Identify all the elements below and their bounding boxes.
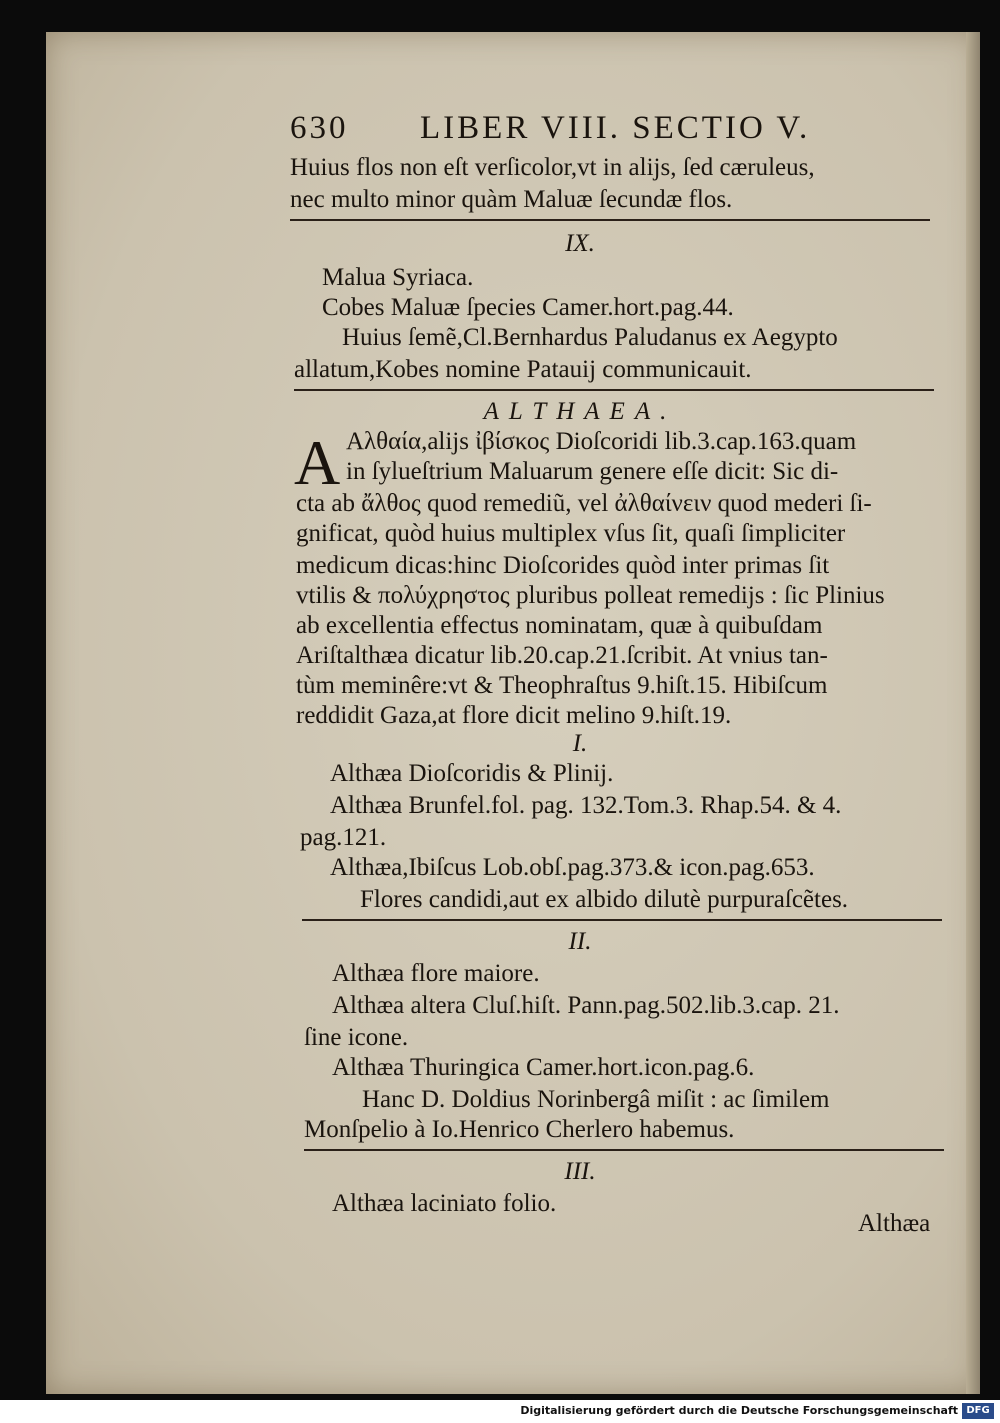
text-line: Αλθαία,alijs ἰβίσκος Dioſcoridi lib.3.cap.163.quam	[346, 428, 857, 455]
section-numeral: IX.	[565, 230, 595, 257]
catchword: Althæa	[858, 1210, 931, 1237]
drop-cap: A	[294, 427, 341, 498]
text-line: in ſylueſtrium Maluarum genere eſſe dicit: Sic di-	[346, 458, 839, 485]
text-line: Althæa altera Cluſ.hiſt. Pann.pag.502.lib.3.cap. 21.	[332, 992, 840, 1019]
text-line: nec multo minor quàm Maluæ ſecundæ flos.	[290, 186, 733, 213]
dfg-logo: DFG	[962, 1403, 994, 1419]
section-heading: ALTHAEA.	[483, 398, 677, 425]
page-number: 630	[290, 110, 349, 146]
digitization-footer	[0, 1400, 1000, 1423]
text-line: Monſpelio à Io.Henrico Cherlero habemus.	[304, 1116, 735, 1143]
text-line: allatum,Kobes nomine Patauij communicauit.	[294, 356, 752, 383]
section-rule	[294, 389, 934, 391]
section-numeral: III.	[564, 1158, 596, 1185]
text-line: vtilis & πολύχρηστος pluribus polleat remedijs : ſic Plinius	[296, 582, 885, 609]
text-line: Ariſtalthæa dicatur lib.20.cap.21.ſcribit. At vnius tan-	[296, 642, 828, 669]
text-line: cta ab ἄλθος quod remediũ, vel ἀλθαίνειν quod mederi ſi-	[296, 490, 872, 517]
text-line: Flores candidi,aut ex albido dilutè purpuraſcẽtes.	[360, 886, 849, 913]
text-line: reddidit Gaza,at flore dicit melino 9.hiſt.19.	[296, 702, 732, 729]
text-line: ſine icone.	[304, 1024, 409, 1051]
text-line: Hanc D. Doldius Norinbergâ miſit : ac ſimilem	[362, 1086, 830, 1113]
text-line: Huius ſemẽ,Cl.Bernhardus Paludanus ex Aegypto	[342, 324, 838, 351]
text-line: Cobes Maluæ ſpecies Camer.hort.pag.44.	[322, 294, 734, 321]
page-edge	[966, 32, 980, 1394]
text-line: Althæa Thuringica Camer.hort.icon.pag.6.	[332, 1054, 755, 1081]
section-numeral: II.	[568, 928, 592, 955]
text-line: pag.121.	[300, 824, 387, 851]
text-line: Althæa Brunfel.fol. pag. 132.Tom.3. Rhap.54. & 4.	[330, 792, 842, 819]
section-numeral: I.	[572, 730, 588, 757]
text-line: tùm meminêre:vt & Theophraſtus 9.hiſt.15. Hibiſcum	[296, 672, 828, 699]
text-line: Huius flos non eſt verſicolor,vt in alijs, ſed cæruleus,	[290, 154, 815, 181]
running-head: LIBER VIII. SECTIO V.	[420, 110, 811, 146]
text-line: ab excellentia effectus nominatam, quæ à quibuſdam	[296, 612, 823, 639]
section-rule	[304, 1149, 944, 1151]
text-line: Althæa,Ibiſcus Lob.obſ.pag.373.& icon.pag.653.	[330, 854, 815, 881]
section-rule	[302, 919, 942, 921]
text-line: Althæa laciniato folio.	[332, 1190, 557, 1217]
text-line: Malua Syriaca.	[322, 264, 474, 291]
text-line: gnificat, quòd huius multiplex vſus ſit, quaſi ſimpliciter	[296, 520, 846, 547]
text-line: medicum dicas:hinc Dioſcorides quòd inter primas ſit	[296, 552, 830, 579]
funding-note: Digitalisierung gefördert durch die Deutsche Forschungsgemeinschaft	[520, 1404, 958, 1417]
text-line: Althæa Dioſcoridis & Plinij.	[330, 760, 614, 787]
text-line: Althæa flore maiore.	[332, 960, 540, 987]
section-rule	[290, 219, 930, 221]
